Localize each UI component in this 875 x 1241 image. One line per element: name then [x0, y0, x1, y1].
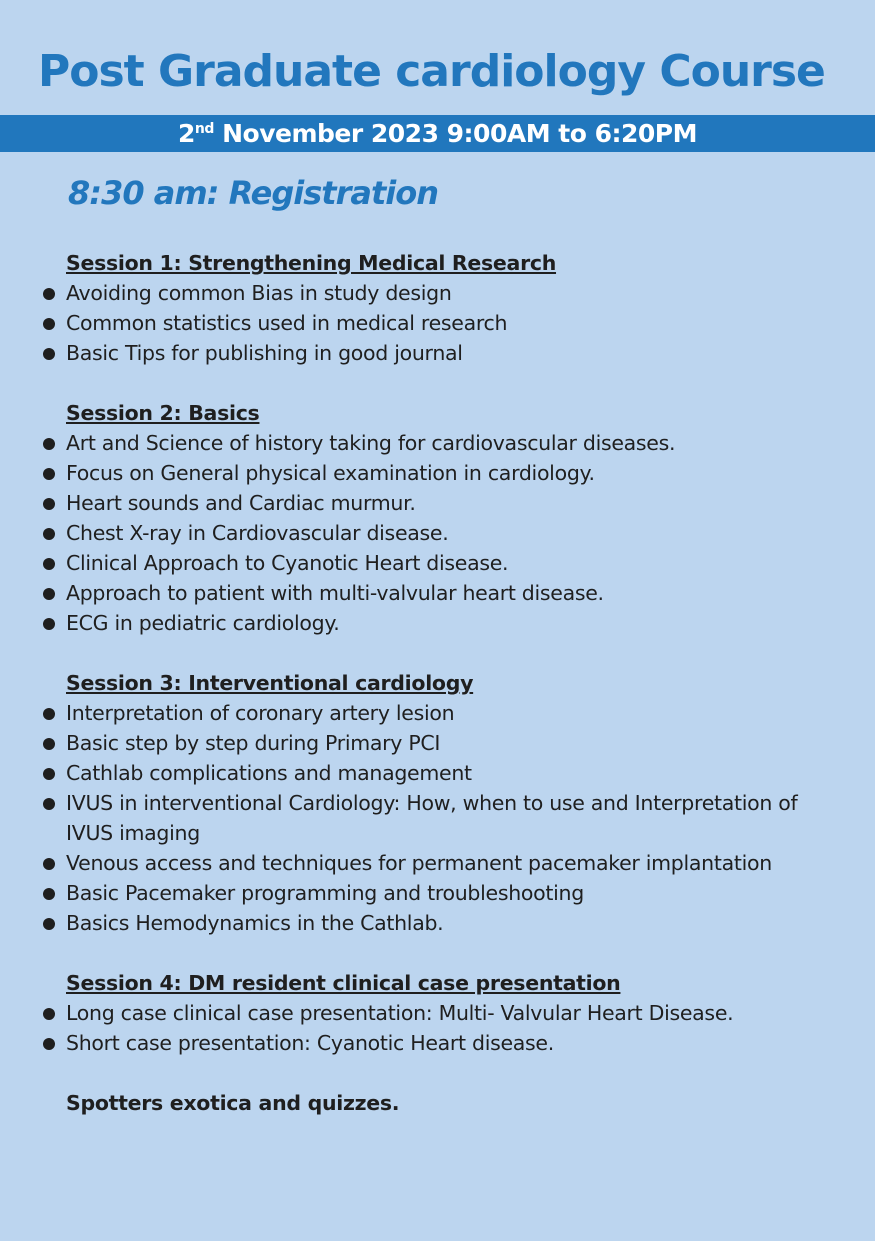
session-topic-list	[0, 698, 875, 938]
topic-item	[0, 308, 826, 338]
session-3	[0, 668, 875, 938]
bullet-icon	[43, 888, 55, 900]
bullet-icon	[43, 798, 55, 810]
topic-text: Long case clinical case presentation: Multi- Valvular Heart Disease.	[66, 1001, 734, 1025]
topic-item	[0, 698, 826, 728]
date-time-banner	[0, 115, 875, 152]
bullet-icon	[43, 708, 55, 720]
topic-item	[0, 878, 826, 908]
bullet-icon	[43, 738, 55, 750]
session-topic-list	[0, 278, 875, 368]
session-heading: Session 4: DM resident clinical case presentation	[66, 971, 621, 995]
bullet-icon	[43, 768, 55, 780]
topic-text: Avoiding common Bias in study design	[66, 281, 452, 305]
topic-item	[0, 458, 826, 488]
topic-item	[0, 428, 826, 458]
program-content	[0, 248, 875, 1118]
topic-text: Focus on General physical examination in cardiology.	[66, 461, 595, 485]
topic-item	[0, 578, 826, 608]
registration-time: 8:30 am: Registration	[68, 174, 438, 212]
topic-item	[0, 338, 826, 368]
bullet-icon	[43, 468, 55, 480]
session-2	[0, 398, 875, 638]
session-list	[0, 248, 875, 1058]
topic-item	[0, 1028, 826, 1058]
bullet-icon	[43, 1038, 55, 1050]
session-topic-list	[0, 998, 875, 1058]
topic-text: Common statistics used in medical research	[66, 311, 508, 335]
closing-note: Spotters exotica and quizzes.	[66, 1091, 400, 1115]
bullet-icon	[43, 858, 55, 870]
date-day: 2	[177, 119, 195, 148]
bullet-icon	[43, 1008, 55, 1020]
topic-item	[0, 758, 826, 788]
date-time-text: November 2023 9:00AM to 6:20PM	[213, 119, 697, 148]
topic-item	[0, 608, 826, 638]
bullet-icon	[43, 528, 55, 540]
bullet-icon	[43, 918, 55, 930]
topic-text: Basic step by step during Primary PCI	[66, 731, 441, 755]
topic-item	[0, 548, 826, 578]
date-ordinal-suffix: nd	[194, 121, 214, 137]
topic-item	[0, 908, 826, 938]
session-heading: Session 3: Interventional cardiology	[66, 671, 474, 695]
topic-text: Approach to patient with multi-valvular heart disease.	[66, 581, 604, 605]
topic-item	[0, 488, 826, 518]
topic-item	[0, 998, 826, 1028]
topic-text: Short case presentation: Cyanotic Heart disease.	[66, 1031, 554, 1055]
bullet-icon	[43, 498, 55, 510]
session-heading: Session 2: Basics	[66, 401, 260, 425]
topic-item	[0, 848, 826, 878]
topic-text: Basic Pacemaker programming and troubleshooting	[66, 881, 584, 905]
topic-text: Basic Tips for publishing in good journal	[66, 341, 463, 365]
topic-text: ECG in pediatric cardiology.	[66, 611, 340, 635]
bullet-icon	[43, 318, 55, 330]
bullet-icon	[43, 348, 55, 360]
topic-text: Chest X-ray in Cardiovascular disease.	[66, 521, 449, 545]
topic-item	[0, 278, 826, 308]
session-1	[0, 248, 875, 368]
topic-text: Basics Hemodynamics in the Cathlab.	[66, 911, 444, 935]
topic-item	[0, 518, 826, 548]
topic-text: Interpretation of coronary artery lesion	[66, 701, 455, 725]
bullet-icon	[43, 558, 55, 570]
bullet-icon	[43, 288, 55, 300]
bullet-icon	[43, 438, 55, 450]
topic-text: IVUS in interventional Cardiology: How, when to use and Interpretation of IVUS imaging	[66, 791, 798, 845]
bullet-icon	[43, 588, 55, 600]
topic-text: Art and Science of history taking for cardiovascular diseases.	[66, 431, 676, 455]
topic-item	[0, 788, 826, 848]
session-topic-list	[0, 428, 875, 638]
course-title: Post Graduate cardiology Course	[38, 46, 825, 97]
topic-text: Heart sounds and Cardiac murmur.	[66, 491, 416, 515]
session-4	[0, 968, 875, 1058]
topic-text: Clinical Approach to Cyanotic Heart disease.	[66, 551, 509, 575]
topic-text: Cathlab complications and management	[66, 761, 472, 785]
topic-item	[0, 728, 826, 758]
topic-text: Venous access and techniques for permanent pacemaker implantation	[66, 851, 772, 875]
bullet-icon	[43, 618, 55, 630]
session-heading: Session 1: Strengthening Medical Research	[66, 251, 557, 275]
